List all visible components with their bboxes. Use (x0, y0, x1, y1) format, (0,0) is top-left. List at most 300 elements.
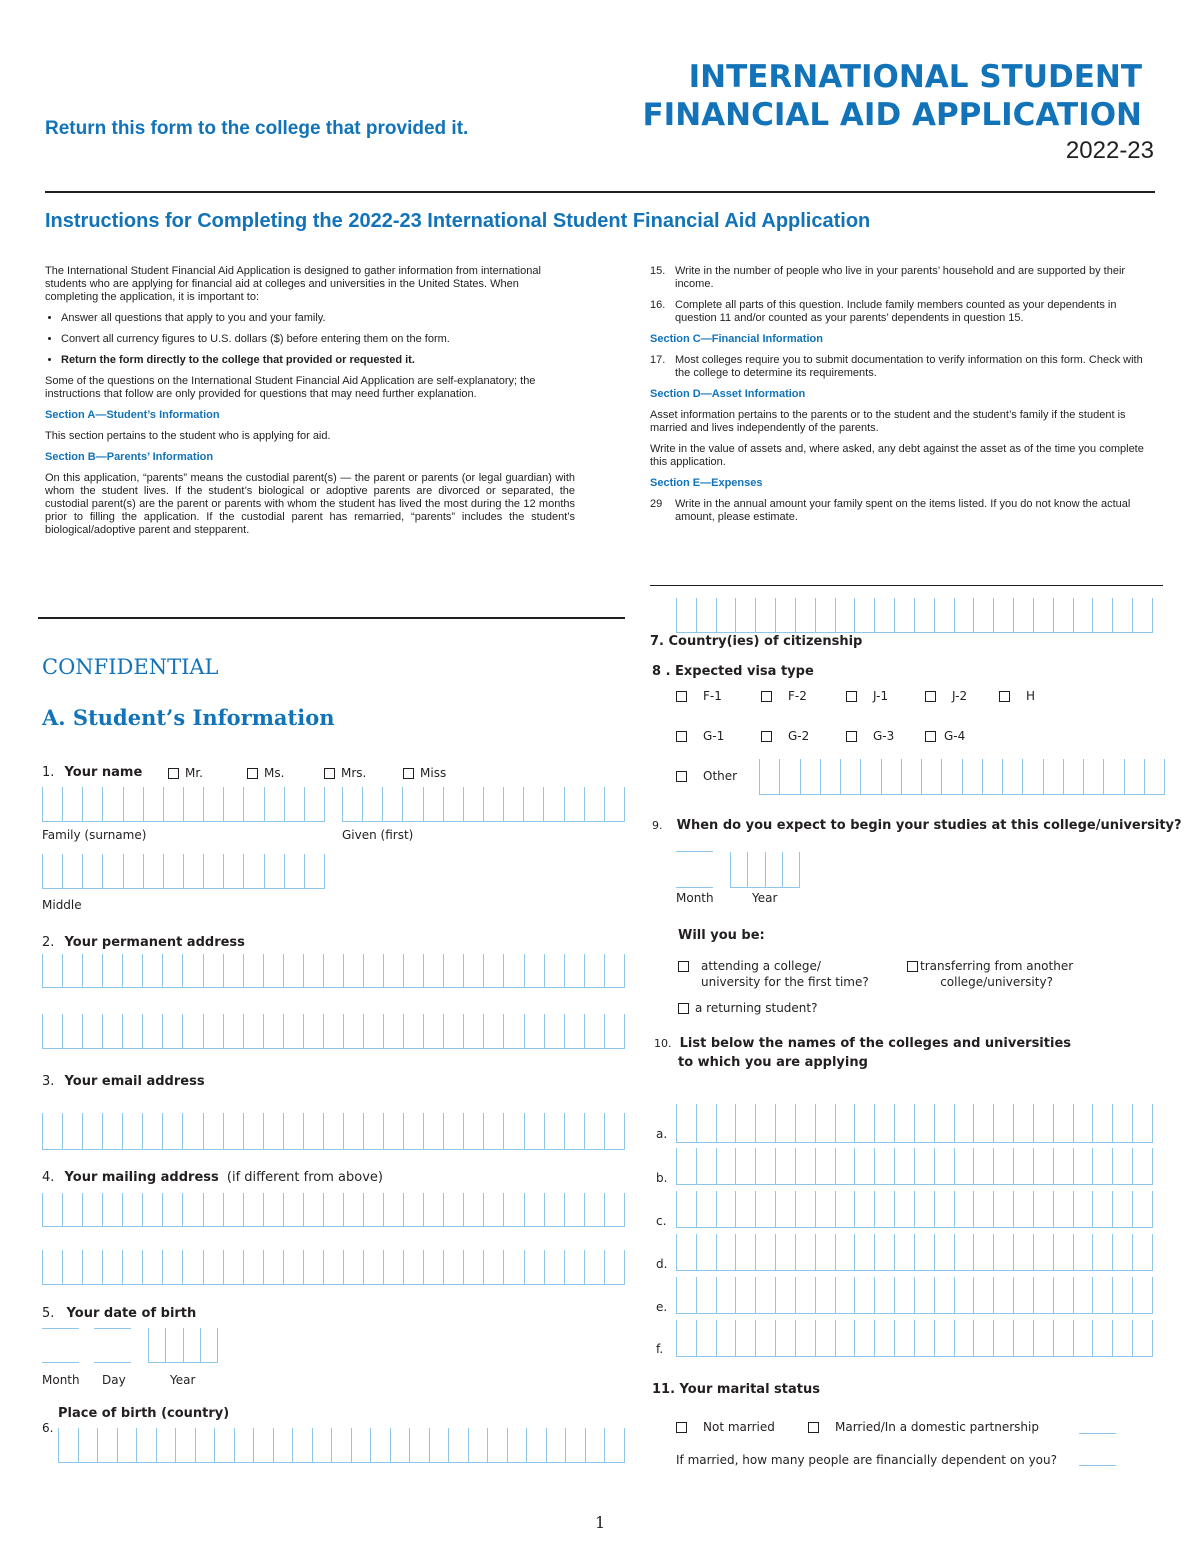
character-cell[interactable] (284, 787, 304, 821)
character-cell[interactable] (323, 1014, 343, 1048)
character-cell[interactable] (835, 598, 855, 632)
character-cell[interactable] (696, 1320, 716, 1356)
character-cell[interactable] (874, 1104, 894, 1142)
character-cell[interactable] (676, 1277, 696, 1313)
character-cell[interactable] (463, 1014, 483, 1048)
character-cell[interactable] (894, 1104, 914, 1142)
character-cell[interactable] (102, 1193, 122, 1226)
character-cell[interactable] (223, 1193, 243, 1226)
character-cell[interactable] (383, 1193, 403, 1226)
character-cell[interactable] (156, 1428, 176, 1462)
character-cell[interactable] (835, 1277, 855, 1313)
character-cell[interactable] (1132, 598, 1153, 632)
checkbox[interactable] (907, 961, 918, 972)
character-cell[interactable] (584, 787, 604, 821)
character-cell[interactable] (303, 1014, 323, 1048)
character-cell[interactable] (283, 1014, 303, 1048)
character-cell[interactable] (914, 598, 934, 632)
character-cell[interactable] (775, 598, 795, 632)
character-cell[interactable] (954, 1191, 974, 1227)
character-cell[interactable] (195, 1428, 215, 1462)
character-cell[interactable] (1112, 1277, 1132, 1313)
character-cell[interactable] (775, 1277, 795, 1313)
option-returning[interactable] (678, 1001, 817, 1015)
character-cell[interactable] (993, 1191, 1013, 1227)
character-cell[interactable] (503, 1250, 523, 1284)
checkbox[interactable] (808, 1422, 819, 1433)
character-cell[interactable] (443, 1014, 463, 1048)
character-cell[interactable] (443, 1113, 463, 1149)
option-transfer[interactable] (907, 958, 1073, 990)
character-cell[interactable] (503, 954, 523, 987)
character-cell[interactable] (815, 1148, 835, 1184)
character-cell[interactable] (696, 1277, 716, 1313)
character-cell[interactable] (1073, 1148, 1093, 1184)
option-first-time[interactable] (678, 958, 869, 990)
character-cell[interactable] (182, 1193, 202, 1226)
character-cell[interactable] (142, 1250, 162, 1284)
character-cell[interactable] (223, 1250, 243, 1284)
character-cell[interactable] (62, 1193, 82, 1226)
character-cell[interactable] (122, 954, 142, 987)
character-cell[interactable] (223, 1113, 243, 1149)
character-cell[interactable] (1013, 1148, 1033, 1184)
character-cell[interactable] (62, 854, 82, 888)
character-cell[interactable] (383, 954, 403, 987)
character-cell[interactable] (363, 954, 383, 987)
visa-option-g1[interactable] (676, 729, 724, 743)
character-cell[interactable] (403, 1250, 423, 1284)
checkbox[interactable] (247, 768, 258, 779)
character-cell[interactable] (303, 1193, 323, 1226)
title-option-mr[interactable] (168, 766, 203, 780)
character-cell[interactable] (716, 1234, 736, 1270)
character-cell[interactable] (263, 1250, 283, 1284)
character-cell[interactable] (1112, 1148, 1132, 1184)
character-cell[interactable] (585, 1428, 605, 1462)
character-cell[interactable] (203, 1014, 223, 1048)
character-cell[interactable] (564, 1014, 584, 1048)
character-cell[interactable] (934, 1104, 954, 1142)
character-cell[interactable] (142, 954, 162, 987)
character-cell[interactable] (815, 1104, 835, 1142)
character-cell[interactable] (1033, 1191, 1053, 1227)
character-cell[interactable] (162, 1193, 182, 1226)
character-cell[interactable] (914, 1191, 934, 1227)
character-cell[interactable] (775, 1234, 795, 1270)
character-cell[interactable] (604, 954, 625, 987)
character-cell[interactable] (402, 787, 422, 821)
character-cell[interactable] (1092, 1191, 1112, 1227)
character-cell[interactable] (835, 1148, 855, 1184)
character-cell[interactable] (604, 1193, 625, 1226)
character-cell[interactable] (962, 759, 982, 794)
character-cell[interactable] (735, 1104, 755, 1142)
character-cell[interactable] (122, 1113, 142, 1149)
character-cell[interactable] (993, 1277, 1013, 1313)
character-cell[interactable] (303, 1250, 323, 1284)
character-cell[interactable] (954, 1148, 974, 1184)
character-cell[interactable] (203, 1113, 223, 1149)
character-cell[interactable] (782, 852, 800, 887)
character-cell[interactable] (854, 1277, 874, 1313)
character-cell[interactable] (351, 1428, 371, 1462)
character-cell[interactable] (362, 787, 382, 821)
character-cell[interactable] (795, 1320, 815, 1356)
character-cell[interactable] (565, 1428, 585, 1462)
character-cell[interactable] (564, 954, 584, 987)
character-cell[interactable] (1073, 1191, 1093, 1227)
college-e-input[interactable] (676, 1277, 1153, 1314)
character-cell[interactable] (934, 1277, 954, 1313)
character-cell[interactable] (973, 1104, 993, 1142)
character-cell[interactable] (854, 598, 874, 632)
checkbox[interactable] (761, 731, 772, 742)
character-cell[interactable] (894, 1277, 914, 1313)
family-name-input[interactable] (42, 787, 325, 822)
character-cell[interactable] (483, 954, 503, 987)
visa-option-j1[interactable] (846, 689, 888, 703)
character-cell[interactable] (264, 787, 284, 821)
marital-option-married[interactable] (808, 1420, 1039, 1434)
middle-name-input[interactable] (42, 854, 325, 889)
character-cell[interactable] (901, 759, 921, 794)
birth-day-input-2[interactable] (94, 1362, 131, 1363)
email-input[interactable] (42, 1113, 625, 1150)
character-cell[interactable] (993, 1234, 1013, 1270)
character-cell[interactable] (735, 1320, 755, 1356)
character-cell[interactable] (676, 1148, 696, 1184)
character-cell[interactable] (234, 1428, 254, 1462)
character-cell[interactable] (1092, 1104, 1112, 1142)
character-cell[interactable] (815, 1320, 835, 1356)
character-cell[interactable] (182, 1113, 202, 1149)
character-cell[interactable] (755, 1148, 775, 1184)
dependents-count-input[interactable] (1079, 1465, 1116, 1466)
character-cell[interactable] (123, 854, 143, 888)
birth-month-input-2[interactable] (42, 1362, 79, 1363)
character-cell[interactable] (716, 1191, 736, 1227)
visa-option-j2[interactable] (925, 689, 967, 703)
checkbox[interactable] (324, 768, 335, 779)
character-cell[interactable] (503, 1014, 523, 1048)
character-cell[interactable] (1033, 1234, 1053, 1270)
character-cell[interactable] (735, 1234, 755, 1270)
character-cell[interactable] (934, 1320, 954, 1356)
character-cell[interactable] (1073, 598, 1093, 632)
character-cell[interactable] (223, 787, 243, 821)
character-cell[interactable] (343, 1193, 363, 1226)
character-cell[interactable] (1053, 1234, 1073, 1270)
character-cell[interactable] (815, 598, 835, 632)
character-cell[interactable] (62, 1014, 82, 1048)
character-cell[interactable] (292, 1428, 312, 1462)
character-cell[interactable] (243, 787, 263, 821)
character-cell[interactable] (544, 1014, 564, 1048)
character-cell[interactable] (1073, 1104, 1093, 1142)
character-cell[interactable] (765, 852, 782, 887)
character-cell[interactable] (735, 1148, 755, 1184)
character-cell[interactable] (503, 787, 523, 821)
start-month-input-1[interactable] (676, 851, 713, 852)
character-cell[interactable] (182, 1014, 202, 1048)
character-cell[interactable] (487, 1428, 507, 1462)
character-cell[interactable] (363, 1113, 383, 1149)
character-cell[interactable] (779, 759, 799, 794)
checkbox[interactable] (676, 731, 687, 742)
character-cell[interactable] (143, 787, 163, 821)
character-cell[interactable] (993, 1148, 1013, 1184)
character-cell[interactable] (795, 598, 815, 632)
character-cell[interactable] (1144, 759, 1165, 794)
character-cell[interactable] (403, 954, 423, 987)
character-cell[interactable] (383, 1250, 403, 1284)
character-cell[interactable] (716, 1320, 736, 1356)
character-cell[interactable] (894, 1234, 914, 1270)
character-cell[interactable] (303, 954, 323, 987)
character-cell[interactable] (142, 1113, 162, 1149)
character-cell[interactable] (524, 1113, 544, 1149)
character-cell[interactable] (747, 852, 764, 887)
character-cell[interactable] (954, 1320, 974, 1356)
visa-option-other[interactable] (676, 769, 737, 783)
birth-day-input-1[interactable] (94, 1328, 131, 1329)
college-a-input[interactable] (676, 1104, 1153, 1143)
character-cell[interactable] (584, 1193, 604, 1226)
character-cell[interactable] (82, 787, 102, 821)
character-cell[interactable] (973, 1148, 993, 1184)
character-cell[interactable] (973, 1277, 993, 1313)
character-cell[interactable] (203, 1193, 223, 1226)
character-cell[interactable] (102, 787, 122, 821)
character-cell[interactable] (136, 1428, 156, 1462)
character-cell[interactable] (1053, 1277, 1073, 1313)
character-cell[interactable] (973, 1234, 993, 1270)
character-cell[interactable] (443, 1250, 463, 1284)
character-cell[interactable] (203, 1250, 223, 1284)
character-cell[interactable] (363, 1193, 383, 1226)
character-cell[interactable] (1132, 1191, 1153, 1227)
character-cell[interactable] (544, 1250, 564, 1284)
visa-option-g3[interactable] (846, 729, 894, 743)
character-cell[interactable] (914, 1104, 934, 1142)
character-cell[interactable] (1112, 1320, 1132, 1356)
title-option-mrs[interactable] (324, 766, 366, 780)
character-cell[interactable] (524, 1250, 544, 1284)
character-cell[interactable] (735, 598, 755, 632)
character-cell[interactable] (1112, 1234, 1132, 1270)
character-cell[interactable] (503, 1193, 523, 1226)
character-cell[interactable] (604, 1250, 625, 1284)
character-cell[interactable] (102, 1014, 122, 1048)
character-cell[interactable] (1013, 1277, 1033, 1313)
character-cell[interactable] (523, 787, 543, 821)
character-cell[interactable] (973, 598, 993, 632)
checkbox[interactable] (676, 691, 687, 702)
character-cell[interactable] (795, 1277, 815, 1313)
character-cell[interactable] (1073, 1320, 1093, 1356)
character-cell[interactable] (342, 787, 362, 821)
character-cell[interactable] (102, 1113, 122, 1149)
character-cell[interactable] (483, 1113, 503, 1149)
college-d-input[interactable] (676, 1234, 1153, 1271)
character-cell[interactable] (42, 1113, 62, 1149)
character-cell[interactable] (1083, 759, 1103, 794)
checkbox[interactable] (999, 691, 1010, 702)
character-cell[interactable] (894, 1148, 914, 1184)
college-b-input[interactable] (676, 1148, 1153, 1185)
character-cell[interactable] (954, 1104, 974, 1142)
character-cell[interactable] (483, 1193, 503, 1226)
character-cell[interactable] (148, 1328, 165, 1362)
character-cell[interactable] (524, 1193, 544, 1226)
character-cell[interactable] (1013, 598, 1033, 632)
character-cell[interactable] (1002, 759, 1022, 794)
character-cell[interactable] (162, 954, 182, 987)
character-cell[interactable] (162, 1113, 182, 1149)
checkbox[interactable] (403, 768, 414, 779)
character-cell[interactable] (1112, 598, 1132, 632)
character-cell[interactable] (1033, 1320, 1053, 1356)
character-cell[interactable] (716, 1148, 736, 1184)
character-cell[interactable] (544, 954, 564, 987)
character-cell[interactable] (363, 1250, 383, 1284)
checkbox[interactable] (678, 961, 689, 972)
character-cell[interactable] (835, 1320, 855, 1356)
character-cell[interactable] (383, 1014, 403, 1048)
character-cell[interactable] (1053, 1148, 1073, 1184)
character-cell[interactable] (182, 1250, 202, 1284)
character-cell[interactable] (564, 1250, 584, 1284)
character-cell[interactable] (343, 954, 363, 987)
character-cell[interactable] (1124, 759, 1144, 794)
character-cell[interactable] (835, 1191, 855, 1227)
character-cell[interactable] (604, 787, 625, 821)
checkbox[interactable] (168, 768, 179, 779)
character-cell[interactable] (735, 1191, 755, 1227)
character-cell[interactable] (854, 1148, 874, 1184)
character-cell[interactable] (755, 1191, 775, 1227)
character-cell[interactable] (78, 1428, 98, 1462)
permanent-address-line2-input[interactable] (42, 1014, 625, 1049)
character-cell[interactable] (165, 1328, 182, 1362)
character-cell[interactable] (323, 1113, 343, 1149)
character-cell[interactable] (423, 1250, 443, 1284)
character-cell[interactable] (1092, 1148, 1112, 1184)
character-cell[interactable] (283, 1250, 303, 1284)
birth-year-input[interactable] (148, 1328, 218, 1363)
character-cell[interactable] (203, 854, 223, 888)
character-cell[interactable] (820, 759, 840, 794)
character-cell[interactable] (934, 1234, 954, 1270)
character-cell[interactable] (1092, 598, 1112, 632)
character-cell[interactable] (463, 954, 483, 987)
character-cell[interactable] (1053, 1191, 1073, 1227)
character-cell[interactable] (263, 1014, 283, 1048)
character-cell[interactable] (696, 1191, 716, 1227)
start-year-input[interactable] (730, 852, 800, 888)
character-cell[interactable] (273, 1428, 293, 1462)
character-cell[interactable] (604, 1428, 625, 1462)
visa-option-f1[interactable] (676, 689, 722, 703)
character-cell[interactable] (304, 787, 325, 821)
character-cell[interactable] (954, 598, 974, 632)
character-cell[interactable] (102, 954, 122, 987)
title-option-miss[interactable] (403, 766, 446, 780)
character-cell[interactable] (676, 1320, 696, 1356)
character-cell[interactable] (584, 1113, 604, 1149)
character-cell[interactable] (1132, 1277, 1153, 1313)
character-cell[interactable] (468, 1428, 488, 1462)
character-cell[interactable] (463, 1250, 483, 1284)
college-c-input[interactable] (676, 1191, 1153, 1228)
character-cell[interactable] (82, 1250, 102, 1284)
character-cell[interactable] (564, 1193, 584, 1226)
character-cell[interactable] (82, 1014, 102, 1048)
character-cell[interactable] (676, 1104, 696, 1142)
character-cell[interactable] (1022, 759, 1042, 794)
character-cell[interactable] (483, 1014, 503, 1048)
marital-status-input[interactable] (1079, 1433, 1116, 1434)
character-cell[interactable] (42, 1014, 62, 1048)
character-cell[interactable] (934, 1148, 954, 1184)
character-cell[interactable] (795, 1148, 815, 1184)
character-cell[interactable] (1092, 1234, 1112, 1270)
character-cell[interactable] (102, 854, 122, 888)
checkbox[interactable] (846, 691, 857, 702)
character-cell[interactable] (175, 1428, 195, 1462)
character-cell[interactable] (370, 1428, 390, 1462)
character-cell[interactable] (243, 1250, 263, 1284)
character-cell[interactable] (390, 1428, 410, 1462)
character-cell[interactable] (62, 787, 82, 821)
character-cell[interactable] (122, 1014, 142, 1048)
visa-other-input[interactable] (759, 759, 1165, 795)
character-cell[interactable] (243, 1193, 263, 1226)
character-cell[interactable] (243, 1113, 263, 1149)
character-cell[interactable] (993, 1104, 1013, 1142)
character-cell[interactable] (429, 1428, 449, 1462)
character-cell[interactable] (42, 1250, 62, 1284)
character-cell[interactable] (755, 1277, 775, 1313)
visa-option-h[interactable] (999, 689, 1035, 703)
character-cell[interactable] (584, 1014, 604, 1048)
character-cell[interactable] (696, 1234, 716, 1270)
character-cell[interactable] (1132, 1104, 1153, 1142)
character-cell[interactable] (860, 759, 880, 794)
character-cell[interactable] (716, 598, 736, 632)
character-cell[interactable] (42, 1193, 62, 1226)
character-cell[interactable] (676, 1191, 696, 1227)
character-cell[interactable] (82, 1193, 102, 1226)
character-cell[interactable] (1013, 1234, 1033, 1270)
checkbox[interactable] (676, 1422, 687, 1433)
checkbox[interactable] (676, 771, 687, 782)
college-f-input[interactable] (676, 1320, 1153, 1357)
character-cell[interactable] (200, 1328, 218, 1362)
character-cell[interactable] (423, 787, 443, 821)
visa-option-g2[interactable] (761, 729, 809, 743)
character-cell[interactable] (874, 1277, 894, 1313)
character-cell[interactable] (1033, 598, 1053, 632)
character-cell[interactable] (304, 854, 325, 888)
character-cell[interactable] (795, 1104, 815, 1142)
character-cell[interactable] (443, 787, 463, 821)
mailing-address-line2-input[interactable] (42, 1250, 625, 1285)
character-cell[interactable] (1053, 1320, 1073, 1356)
character-cell[interactable] (223, 954, 243, 987)
character-cell[interactable] (97, 1428, 117, 1462)
